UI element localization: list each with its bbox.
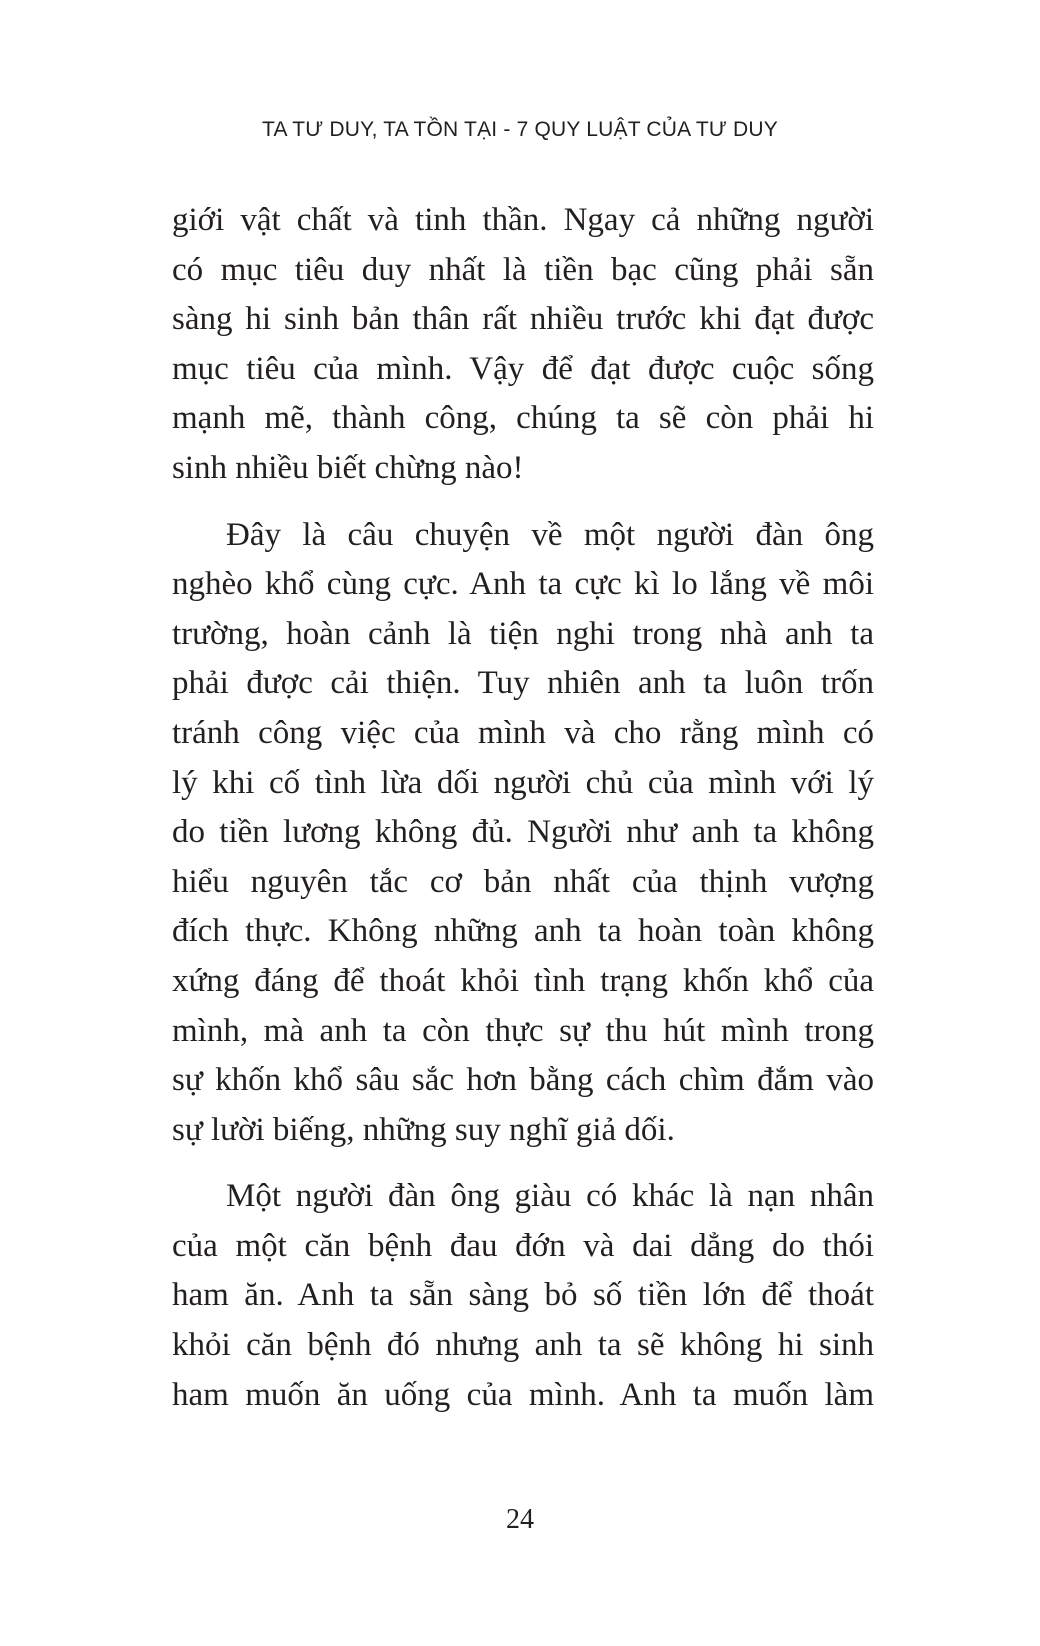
text-line: sự khốn khổ sâu sắc hơn bằng cách chìm đắm vào xyxy=(172,1062,874,1099)
text-line: sinh nhiều biết chừng nào! xyxy=(172,449,524,486)
text-line: xứng đáng để thoát khỏi tình trạng khốn khổ của xyxy=(172,962,874,999)
paragraph-gap xyxy=(172,1155,874,1172)
text-line: tránh công việc của mình và cho rằng mình có xyxy=(172,714,874,751)
text-line: giới vật chất và tinh thần. Ngay cả những người xyxy=(172,202,874,238)
text-line: trường, hoàn cảnh là tiện nghi trong nhà anh ta xyxy=(172,615,874,652)
text-line: lý khi cố tình lừa dối người chủ của mình với lý xyxy=(172,764,874,801)
running-header: TA TƯ DUY, TA TỒN TẠI - 7 QUY LUẬT CỦA TƯ DUY xyxy=(262,118,778,141)
text-line: sàng hi sinh bản thân rất nhiều trước khi đạt được xyxy=(172,301,874,338)
text-line: Một người đàn ông giàu có khác là nạn nhân xyxy=(226,1178,874,1215)
text-line: đích thực. Không những anh ta hoàn toàn không xyxy=(172,913,874,950)
body-text xyxy=(172,196,874,1420)
page-number: 24 xyxy=(506,1504,534,1535)
text-line: do tiền lương không đủ. Người như anh ta không xyxy=(172,814,874,851)
text-line: của một căn bệnh đau đớn và dai dẳng do thói xyxy=(172,1227,874,1264)
text-line: mục tiêu của mình. Vậy để đạt được cuộc sống xyxy=(172,350,874,387)
text-line: mình, mà anh ta còn thực sự thu hút mình trong xyxy=(172,1012,874,1049)
paragraph-3 xyxy=(172,1172,874,1420)
text-line: mạnh mẽ, thành công, chúng ta sẽ còn phải hi xyxy=(172,400,874,437)
text-line: khỏi căn bệnh đó nhưng anh ta sẽ không hi sinh xyxy=(172,1327,874,1364)
text-line: có mục tiêu duy nhất là tiền bạc cũng phải sẵn xyxy=(172,251,874,288)
text-line: ham muốn ăn uống của mình. Anh ta muốn làm xyxy=(172,1376,874,1413)
text-line: sự lười biếng, những suy nghĩ giả dối. xyxy=(172,1111,675,1148)
text-line: phải được cải thiện. Tuy nhiên anh ta luôn trốn xyxy=(172,665,874,702)
paragraph-gap xyxy=(172,494,874,511)
text-line: Đây là câu chuyện về một người đàn ông xyxy=(226,516,874,553)
text-line: ham ăn. Anh ta sẵn sàng bỏ số tiền lớn để thoát xyxy=(172,1277,874,1314)
paragraph-2 xyxy=(172,511,874,1156)
paragraph-1 xyxy=(172,196,874,494)
text-line: hiểu nguyên tắc cơ bản nhất của thịnh vượng xyxy=(172,863,874,900)
text-line: nghèo khổ cùng cực. Anh ta cực kì lo lắng về môi xyxy=(172,566,874,603)
